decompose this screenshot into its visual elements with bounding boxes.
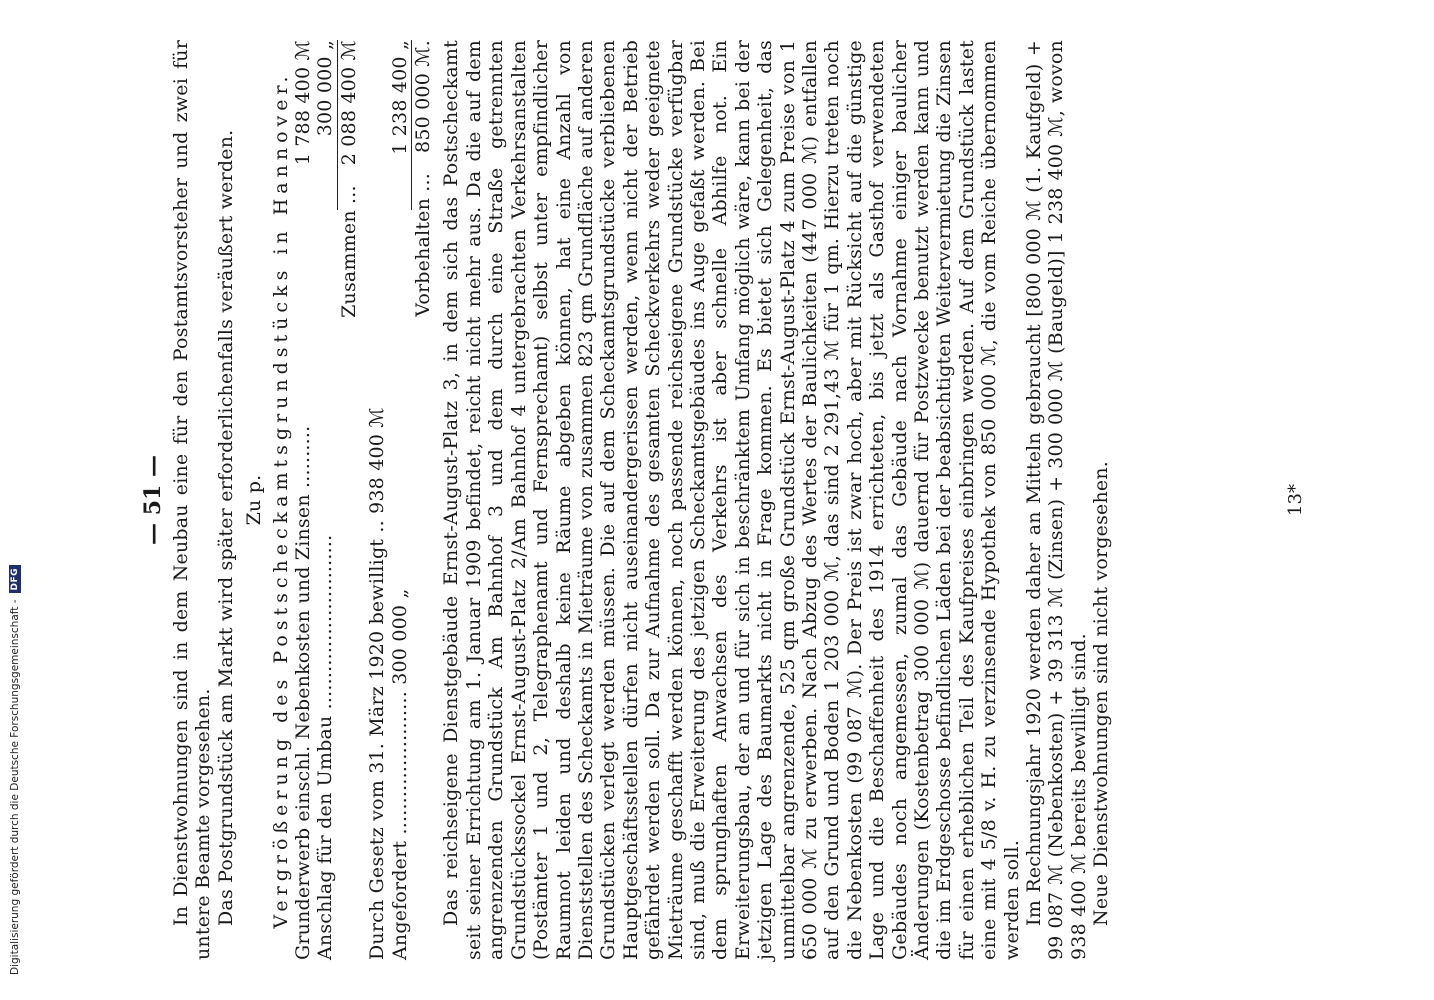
cost-row: Angefordert ....................... 300 000 „ 1 238 400 „ [388,40,411,960]
body-paragraph: Im Rechnungsjahr 1920 werden daher an Mitteln gebraucht [800 000 ℳ (1. Kaufgeld) + 99 087 ℳ (Nebenkosten) + 39 313 ℳ (Zinsen) + 300 000 ℳ (Baugeld)] 1 238 400 ℳ, wovon 938 400 ℳ bereits bewilligt sind. [1023,40,1090,960]
intro-line-1: In Dienstwohnungen sind in dem Neubau eine für den Postamtsvorsteher und zwei für untere Beamte vorgesehen. [170,40,215,960]
section-label: Zu p. [243,474,266,526]
intro-line-3: Das Postgrundstück am Markt wird später erforderlichenfalls veräußert werden. [214,129,237,926]
page-body [170,40,1113,960]
cost-row: Zusammen ... 2 088 400 ℳ [337,40,360,318]
cost-row: Anschlag für den Umbau ............................ 300 000 „ [314,40,337,960]
page-number: — 51 — [140,455,166,545]
dfg-logo: DFG [9,565,21,594]
body-paragraph: Neue Dienstwohnungen sind nicht vorgesehen. [1090,460,1113,926]
body-paragraph: Das reichseigene Dienstgebäude Ernst-August-Platz 3, in dem sich das Postscheckamt seit seiner Errichtung am 1. Januar 1909 befindet, reicht nicht mehr aus. Da die auf dem angrenzenden Grundstück Am Bahnhof 3 und dem durch eine Straße getrennten Grundstückssockel Ernst-August-Platz 2/Am Bahnhof 4 untergebrachten Verkehrsanstalten (Postämter 1 und 2, Telegraphenamt und Fernsprechamt) selbst unter empfindlicher Raumnot leiden und deshalb keine Räume abgeben können, hat eine Anzahl von Dienststellen des Scheckamts in Mieträume von zusammen 823 qm Grundfläche auf anderen Grundstücken verlegt werden müssen. Die auf dem Scheckamtsgrundstücke verbliebenen Hauptgeschäftsstellen dürfen nicht auseinandergerissen werden, wenn nicht der Betrieb gefährdet werden soll. Da zur Aufnahme des gesamten Scheckverkehrs weder geeignete Mieträume geschafft werden können, noch passende reichseigene Grundstücke verfügbar sind, muß die Erweiterung des jetzigen Scheckamtsgebäudes ins Auge gefaßt werden. Bei dem sprunghaften Anwachsen des Verkehrs ist aber schnelle Abhilfe not. Ein Erweiterungsbau, der an und für sich in beschränktem Umfang möglich wäre, kann bei der jetzigen Lage des Baumarkts nicht in Frage kommen. Es bietet sich Gelegenheit, das unmittelbar angrenzende, 525 qm große Grundstück Ernst-August-Platz 4 zum Preise von 1 650 000 ℳ zu erwerben. Nach Abzug des Wertes der Baulichkeiten (447 000 ℳ) entfallen auf den Grund und Boden 1 203 000 ℳ, das sind 2 291,43 ℳ für 1 qm. Hierzu treten noch die Nebenkosten (99 087 ℳ). Der Preis ist zwar hoch, aber mit Rücksicht auf die günstige Lage und die Beschaffenheit des 1914 errichteten, bis jetzt als Gasthof verwendeten Gebäudes noch angemessen, zumal das Gebäude nach Vornahme einiger baulicher Änderungen (Kostenbetrag 300 000 ℳ) dauernd für Postzwecke benutzt werden kann und die im Erdgeschosse befindlichen Läden bei der beabsichtigten Weitervermietung die Zinsen für einen erheblichen Teil des Kaufpreises einbringen werden. Auf dem Grundstück lastet eine mit 4 5/8 v. H. zu verzinsende Hypothek von 850 000 ℳ, die vom Reiche übernommen werden soll. [440,40,1023,960]
cost-row: Grunderwerb einschl. Nebenkosten und Zinsen .......... 1 788 400 ℳ [292,40,315,960]
section-title: Vergrößerung des Postscheckamtsgrundstücks in Hannover. [269,71,292,929]
signature-mark: 13* [1285,484,1306,516]
credit-text: Digitalisierung gefördert durch die Deutsche Forschungsgemeinschaft - [9,599,21,975]
cost-row: Durch Gesetz vom 31. März 1920 bewilligt .. 938 400 ℳ [366,407,389,960]
cost-row: Vorbehalten ... 850 000 ℳ. [412,40,435,317]
